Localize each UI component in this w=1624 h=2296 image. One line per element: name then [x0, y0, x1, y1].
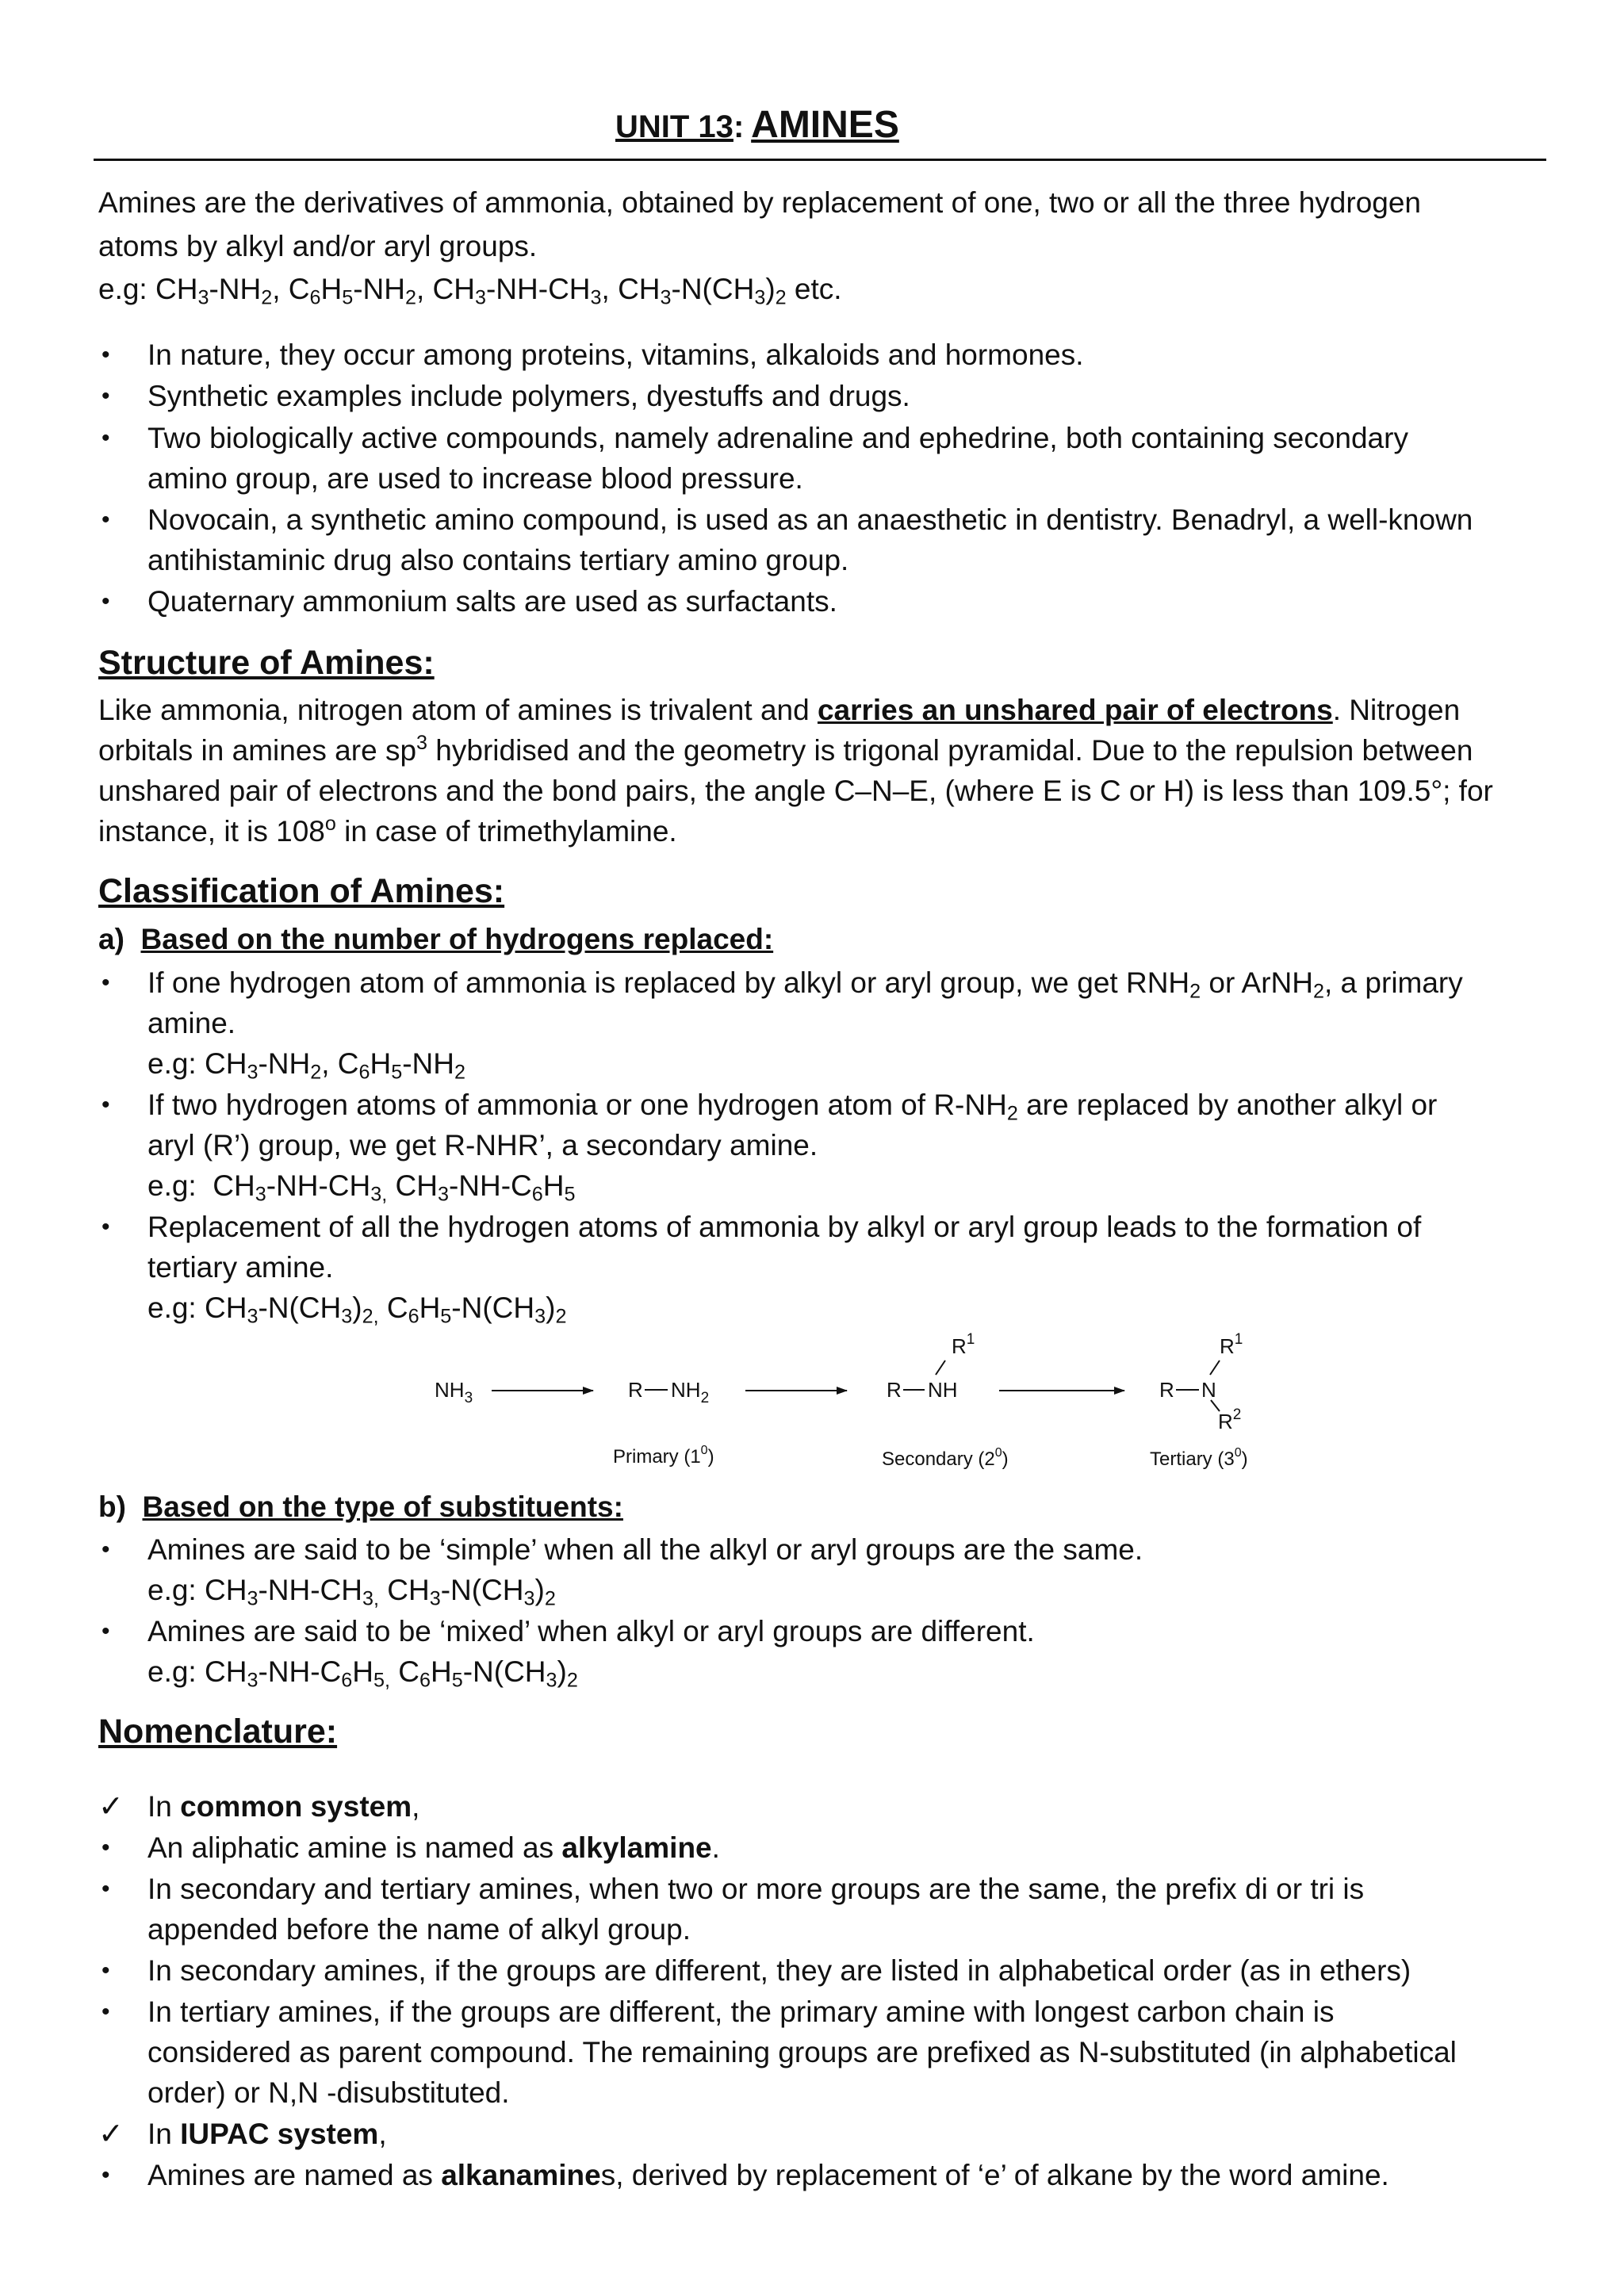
- mixed-amines: Amines are said to be ‘mixed’ when alkyl or aryl groups are different.: [147, 1615, 1035, 1647]
- page-title: [615, 103, 899, 147]
- secondary-line-1: If two hydrogen atoms of ammonia or one hydrogen atom of $R-NH_2$ are replaced by another alkyl or: [147, 1089, 1438, 1125]
- nomenclature-bullet-1: [147, 1827, 720, 1869]
- nh3-formula: $NH_3$: [435, 1378, 473, 1406]
- intro-bullet-4-cont: antihistaminic drug also contains tertiary amino group.: [147, 544, 849, 576]
- check-icon: ✓: [98, 2118, 124, 2151]
- tertiary-line-1: Replacement of all the hydrogen atoms of ammonia by alkyl or aryl group leads to the formation of: [147, 1211, 1422, 1243]
- tertiary-examples: e.g: $CH_3-N(CH_3)_{2,}$ $C_6H_5-N(CH_3)_2$: [147, 1292, 567, 1328]
- bullet: •: [102, 1618, 110, 1644]
- nomenclature-text: .: [711, 1831, 720, 1864]
- tertiary-r2: $R^2$: [1218, 1406, 1242, 1433]
- bullet: •: [102, 1957, 110, 1984]
- title-colon: :: [733, 109, 745, 144]
- primary-examples: e.g: $CH_3-NH_2$, $C_6H_5-NH_2$: [147, 1047, 465, 1084]
- bullet: •: [102, 383, 110, 409]
- secondary-examples: e.g: $CH_3-NH-CH_{3,}$ $CH_3-NH-C_6H_5$: [147, 1169, 576, 1206]
- subsection-b: [98, 1490, 623, 1524]
- primary-label: Primary $(1^0)$: [613, 1444, 714, 1468]
- tertiary-line-2: tertiary amine.: [147, 1251, 334, 1284]
- secondary-text: If two hydrogen atoms of ammonia or one hydrogen atom of R-NH: [147, 1089, 1007, 1121]
- bullet: •: [102, 342, 110, 368]
- intro-line-1: Amines are the derivatives of ammonia, obtained by replacement of one, two or all the three hydrogen: [98, 186, 1421, 219]
- nomenclature-bold: common system: [180, 1790, 412, 1823]
- bullet: •: [102, 507, 110, 533]
- nomenclature-bullet-5: [147, 2155, 1389, 2196]
- bullet: •: [102, 1999, 110, 2025]
- title-bar: [94, 101, 1546, 161]
- bullet: •: [102, 970, 110, 996]
- topic-label: AMINES: [751, 104, 899, 146]
- structure-heading: Structure of Amines:: [98, 644, 435, 682]
- subsection-marker: a): [98, 923, 124, 955]
- primary-r: R: [628, 1378, 643, 1402]
- structure-text: . Nitrogen: [1332, 694, 1461, 726]
- primary-line-1: If one hydrogen atom of ammonia is replaced by alkyl or aryl group, we get $RNH_2$ or ArNH$_2$, a primary: [147, 966, 1463, 1003]
- bullet: •: [102, 1092, 110, 1118]
- nomenclature-bullet-4-cont-1: considered as parent compound. The remaining groups are prefixed as N-substituted (in alphabetical: [147, 2036, 1457, 2068]
- tertiary-r1-bond: [1210, 1360, 1220, 1375]
- nomenclature-text: Amines are named as: [147, 2159, 442, 2191]
- primary-nh2: $NH_2$: [671, 1378, 710, 1406]
- secondary-r: R: [887, 1378, 902, 1402]
- nomenclature-text: An aliphatic amine is named as: [147, 1831, 562, 1864]
- subsection-title: Based on the type of substituents:: [142, 1490, 623, 1523]
- intro-bullet-2: Synthetic examples include polymers, dyestuffs and drugs.: [147, 380, 910, 412]
- intro-bullet-1: In nature, they occur among proteins, vitamins, alkaloids and hormones.: [147, 339, 1084, 371]
- secondary-text: are replaced by another alkyl or: [1017, 1089, 1438, 1121]
- secondary-r1: $R^1$: [952, 1331, 975, 1358]
- simple-examples: e.g: $CH_3-NH-CH_{3,}$ $CH_3-N(CH_3)_2$: [147, 1574, 556, 1610]
- nomenclature-text: In: [147, 1790, 181, 1823]
- bullet: •: [102, 1835, 110, 1861]
- tertiary-label: Tertiary $(3^0)$: [1150, 1446, 1248, 1470]
- nomenclature-bullet-3: In secondary amines, if the groups are different, they are listed in alphabetical order (as in ethers): [147, 1954, 1411, 1987]
- intro-bullet-3-cont: amino group, are used to increase blood pressure.: [147, 462, 803, 495]
- tertiary-r1: $R^1$: [1220, 1331, 1243, 1358]
- intro-bullet-4: Novocain, a synthetic amino compound, is used as an anaesthetic in dentistry. Benadryl, a well-known: [147, 503, 1473, 536]
- primary-text: , a primary: [1324, 966, 1463, 999]
- tertiary-r: R: [1159, 1378, 1174, 1402]
- secondary-label: Secondary $(2^0)$: [882, 1446, 1009, 1470]
- structure-emphasis: carries an unshared pair of electrons: [817, 694, 1333, 726]
- intro-examples: e.g: $CH_3-NH_2$, $C_6H_5-NH_2$, $CH_3-NH-CH_3$, $CH_3-N(CH_3)_2$ etc.: [98, 273, 842, 309]
- structure-line-2: orbitals in amines are $sp^3$ hybridised and the geometry is trigonal pyramidal. Due to the repulsion between: [98, 732, 1473, 767]
- subsection-marker: b): [98, 1490, 126, 1523]
- bullet: •: [102, 1876, 110, 1902]
- primary-line-2: amine.: [147, 1007, 236, 1039]
- nomenclature-text: In: [147, 2118, 181, 2150]
- unit-label: UNIT 13: [615, 109, 733, 144]
- subsection-a: [98, 923, 773, 956]
- nomenclature-text: s, derived by replacement of ‘e’ of alkane by the word amine.: [600, 2159, 1389, 2191]
- amine-classification-scheme: [412, 1316, 1285, 1490]
- nomenclature-bullet-4: In tertiary amines, if the groups are different, the primary amine with longest carbon chain is: [147, 1996, 1335, 2028]
- nomenclature-bold: alkanamine: [441, 2159, 601, 2191]
- secondary-nh: NH: [928, 1378, 958, 1402]
- structure-line-1: [98, 690, 1460, 731]
- bullet: •: [102, 425, 110, 451]
- classification-heading: Classification of Amines:: [98, 872, 505, 910]
- simple-amines: Amines are said to be ‘simple’ when all the alkyl or aryl groups are the same.: [147, 1533, 1143, 1566]
- primary-text: If one hydrogen atom of ammonia is replaced by alkyl or aryl group, we get RNH: [147, 966, 1190, 999]
- nomenclature-text: ,: [378, 2118, 387, 2150]
- nomenclature-text: ,: [412, 1790, 420, 1823]
- tertiary-n: N: [1201, 1378, 1216, 1402]
- mixed-examples: e.g: $CH_3-NH-C_6H_{5,}$ $C_6H_5-N(CH_3)_2$: [147, 1655, 578, 1692]
- nomenclature-bullet-4-cont-2: order) or N,N -disubstituted.: [147, 2076, 510, 2109]
- structure-text: in case of trimethylamine.: [335, 815, 677, 848]
- structure-text: hybridised and the geometry is trigonal pyramidal. Due to the repulsion between: [427, 734, 1473, 767]
- subsection-title: Based on the number of hydrogens replaced:: [140, 923, 774, 955]
- nomenclature-bullet-2-cont: appended before the name of alkyl group.: [147, 1913, 691, 1946]
- structure-line-4: instance, it is 108$^o$ in case of trimethylamine.: [98, 813, 677, 848]
- check-icon: ✓: [98, 1790, 124, 1823]
- nomenclature-bold: IUPAC system: [180, 2118, 379, 2150]
- bullet: •: [102, 1214, 110, 1240]
- intro-bullet-3: Two biologically active compounds, namely adrenaline and ephedrine, both containing secondary: [147, 422, 1408, 454]
- intro-line-2: atoms by alkyl and/or aryl groups.: [98, 230, 538, 262]
- structure-text: instance, it is 108: [98, 815, 325, 848]
- bullet: •: [102, 2162, 110, 2188]
- primary-text: or ArNH: [1201, 966, 1313, 999]
- common-system-line: [147, 1786, 419, 1827]
- nomenclature-bullet-2: In secondary and tertiary amines, when two or more groups are the same, the prefix di or tri is: [147, 1873, 1365, 1905]
- structure-text: Like ammonia, nitrogen atom of amines is trivalent and: [98, 694, 818, 726]
- iupac-system-line: [147, 2114, 387, 2155]
- intro-bullet-5: Quaternary ammonium salts are used as surfactants.: [147, 585, 837, 618]
- secondary-r1-bond: [936, 1360, 945, 1375]
- structure-line-3: unshared pair of electrons and the bond pairs, the angle C–N–E, (where E is C or H) is less than 109.5°; for: [98, 775, 1493, 807]
- bullet: •: [102, 1536, 110, 1563]
- secondary-line-2: aryl (R’) group, we get R-NHR’, a secondary amine.: [147, 1129, 818, 1161]
- bullet: •: [102, 588, 110, 614]
- nomenclature-bold: alkylamine: [561, 1831, 712, 1864]
- nomenclature-heading: Nomenclature:: [98, 1712, 338, 1751]
- structure-text: orbitals in amines are sp: [98, 734, 417, 767]
